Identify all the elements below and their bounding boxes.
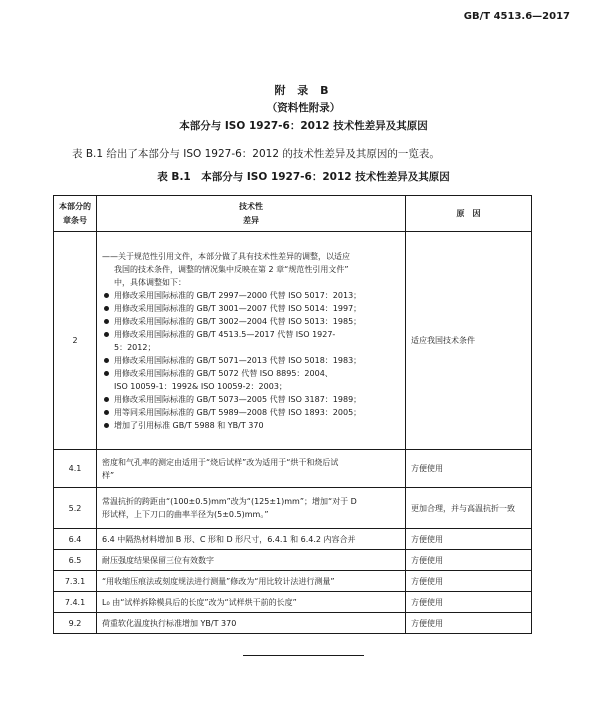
table-row: [54, 529, 532, 550]
table-row: [54, 592, 532, 613]
row-difference: L₀ 由“试样拆除模具后的长度”改为“试样烘干前的长度”: [97, 592, 406, 613]
difference-line: 样”: [102, 470, 115, 480]
row-difference: 荷重软化温度执行标准增加 YB/T 370: [97, 613, 406, 634]
header-clause-line: 本部分的: [59, 201, 91, 211]
bullet-continuation: ISO 10059-1：1992& ISO 10059-2：2003；: [114, 381, 287, 391]
row-clause: 6.5: [54, 550, 97, 571]
row-clause: 5.2: [54, 488, 97, 529]
difference-line: 中，具体调整如下：: [114, 277, 186, 287]
table-caption: 表 B.1 本部分与 ISO 1927-6：2012 技术性差异及其原因: [157, 171, 450, 183]
bullet-item: 用修改采用国际标准的 GB/T 2997—2000 代替 ISO 5017：2013；: [102, 289, 400, 302]
row-difference: [97, 488, 406, 529]
intro-paragraph: 表 B.1 给出了本部分与 ISO 1927-6：2012 的技术性差异及其原因的一览表。: [72, 148, 440, 160]
row-reason: 方便使用: [406, 529, 532, 550]
difference-line: 形试样，上下刀口的曲率半径为(5±0.5)mm。”: [102, 510, 269, 519]
bullet-continuation: 5：2012；: [114, 342, 156, 352]
bullet-item: 增加了引用标准 GB/T 5988 和 YB/T 370: [102, 419, 400, 432]
row-difference: 耐压强度结果保留三位有效数字: [97, 550, 406, 571]
table-row: [54, 571, 532, 592]
row-clause: 7.4.1: [54, 592, 97, 613]
standard-number: GB/T 4513.6—2017: [463, 11, 570, 22]
row-reason: 适应我国技术条件: [406, 232, 532, 450]
header-difference-line: 差异: [243, 215, 259, 225]
header-difference: [97, 196, 406, 232]
appendix-title: 附 录 B: [274, 84, 333, 97]
row-clause: 4.1: [54, 450, 97, 488]
row-reason: 方便使用: [406, 571, 532, 592]
difference-line: 我国的技术条件，调整的情况集中反映在第 2 章“规范性引用文件”: [114, 264, 349, 274]
bullet-item: 用修改采用国际标准的 GB/T 5073—2005 代替 ISO 3187：1989；: [102, 393, 400, 406]
row-clause: 6.4: [54, 529, 97, 550]
row-clause: 2: [54, 232, 97, 450]
row-reason: 更加合理，并与高温抗折一致: [406, 488, 532, 529]
row-reason: 方便使用: [406, 592, 532, 613]
header-difference-line: 技术性: [239, 201, 263, 211]
appendix-subtitle: （资料性附录）: [266, 102, 341, 114]
bullet-item: 用修改采用国际标准的 GB/T 5072 代替 ISO 8895：2004、: [102, 367, 400, 380]
bullet-item: 用修改采用国际标准的 GB/T 4513.5—2017 代替 ISO 1927-: [102, 328, 400, 341]
difference-line: 常温抗折的跨距由“(100±0.5)mm”改为“(125±1)mm”；增加“对于 D: [102, 497, 357, 506]
table-row: [54, 232, 532, 450]
row-difference: [97, 450, 406, 488]
row-reason: 方便使用: [406, 550, 532, 571]
end-rule: [243, 655, 364, 656]
bullet-item: 用修改采用国际标准的 GB/T 3002—2004 代替 ISO 5013：1985；: [102, 315, 400, 328]
table-row: [54, 488, 532, 529]
row-difference: [97, 232, 406, 450]
bullet-item: 用等同采用国际标准的 GB/T 5989—2008 代替 ISO 1893：2005；: [102, 406, 400, 419]
difference-line: ——关于规范性引用文件，本部分做了具有技术性差异的调整，以适应: [102, 251, 350, 261]
row-clause: 7.3.1: [54, 571, 97, 592]
header-reason: 原 因: [406, 196, 532, 232]
bullet-item: 用修改采用国际标准的 GB/T 5071—2013 代替 ISO 5018：1983；: [102, 354, 400, 367]
row-clause: 9.2: [54, 613, 97, 634]
header-clause: [54, 196, 97, 232]
table-row: [54, 550, 532, 571]
difference-line: 密度和气孔率的测定由适用于“烧后试样”改为适用于“烘干和烧后试: [102, 457, 339, 467]
header-clause-line: 章条号: [63, 215, 87, 225]
appendix-heading: 本部分与 ISO 1927-6：2012 技术性差异及其原因: [179, 120, 428, 132]
row-reason: 方便使用: [406, 613, 532, 634]
table-row: [54, 450, 532, 488]
table-row: [54, 613, 532, 634]
row-difference: “用收缩压痕法或刻度规法进行测量”修改为“用比较计法进行测量”: [97, 571, 406, 592]
row-reason: 方便使用: [406, 450, 532, 488]
differences-table: [53, 195, 532, 634]
row-difference: 6.4 中隔热材料增加 B 形、C 形和 D 形尺寸，6.4.1 和 6.4.2 内容合并: [97, 529, 406, 550]
bullet-item: 用修改采用国际标准的 GB/T 3001—2007 代替 ISO 5014：1997；: [102, 302, 400, 315]
table-header-row: [54, 196, 532, 232]
